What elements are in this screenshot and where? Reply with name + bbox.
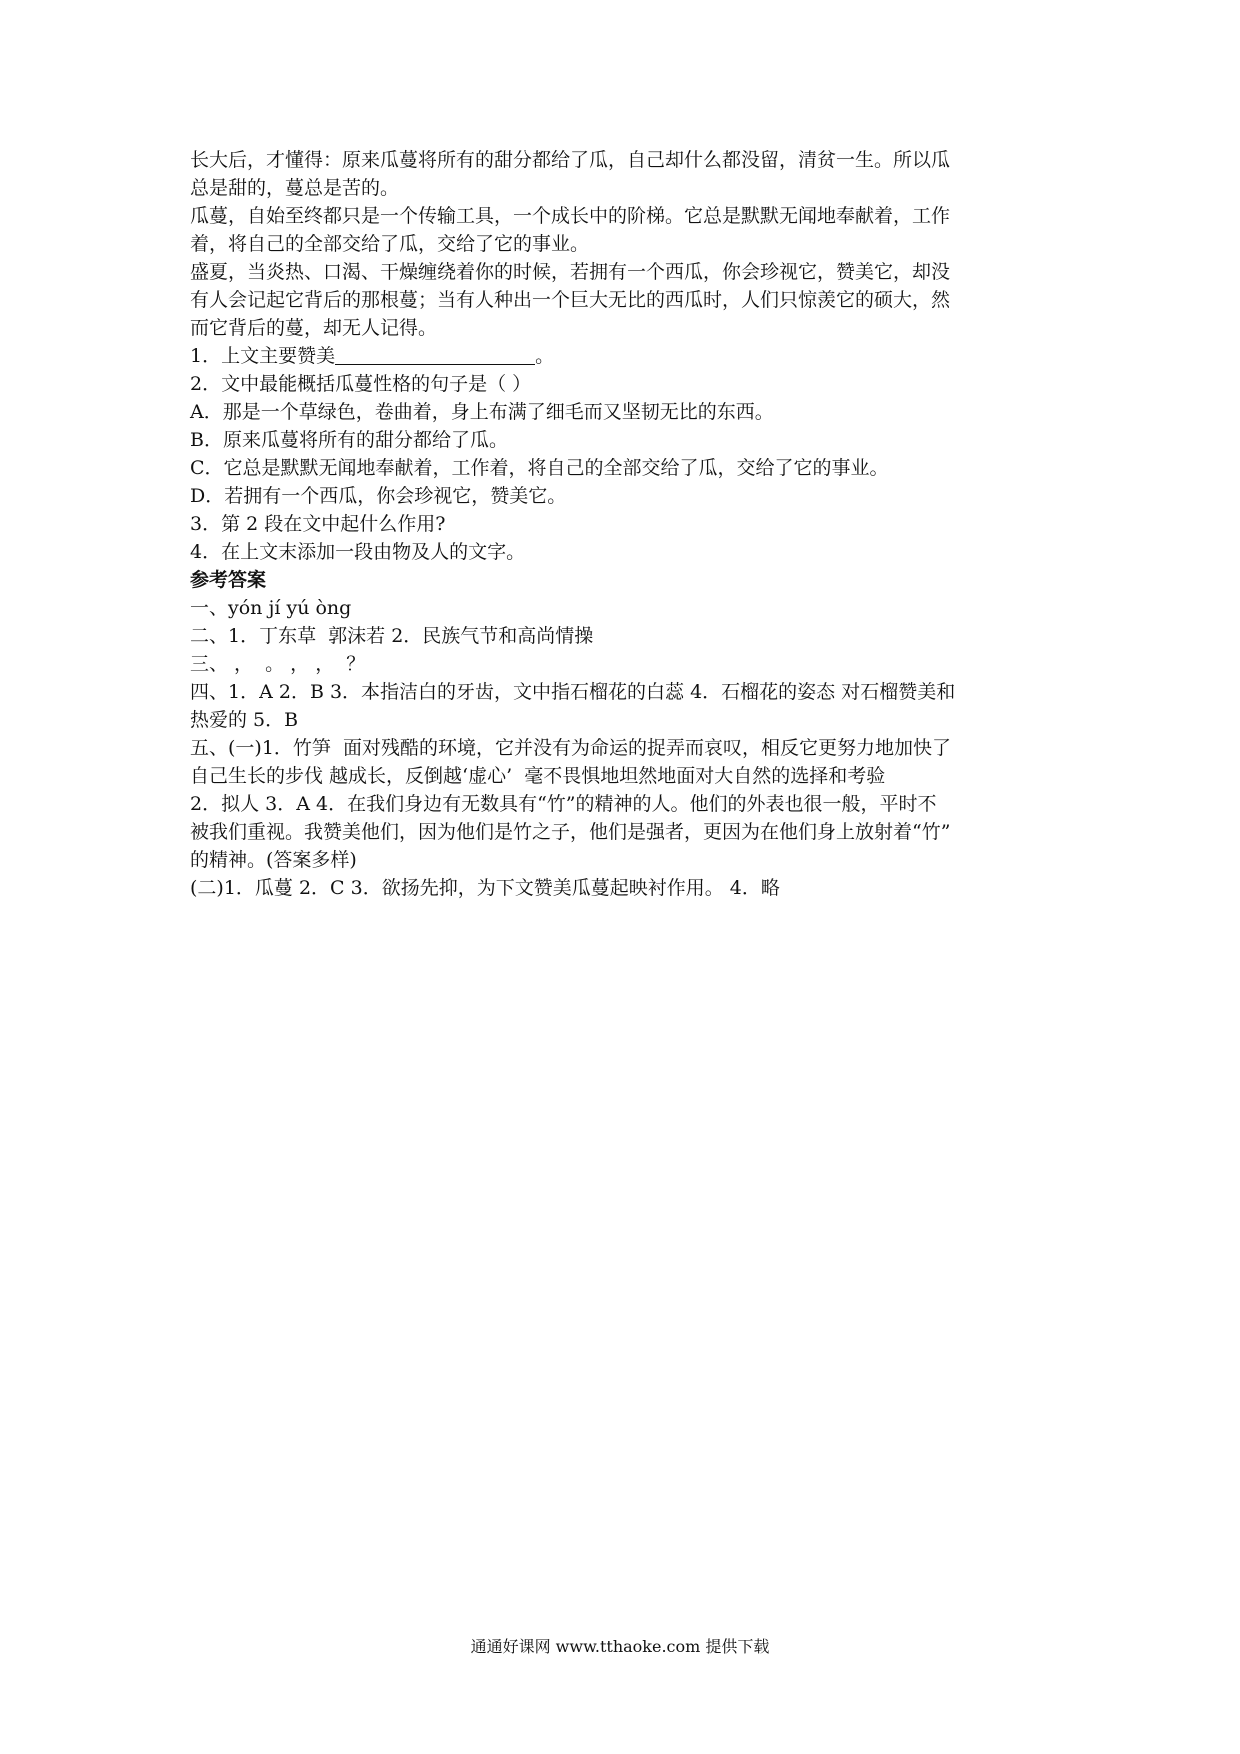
answer-line: 四、1．A 2．B 3．本指洁白的牙齿，文中指石榴花的白蕊 4．石榴花的姿态 对石榴赞美和 bbox=[190, 681, 956, 703]
answer-line: 的精神。(答案多样) bbox=[190, 849, 357, 871]
passage-line: 着，将自己的全部交给了瓜，交给了它的事业。 bbox=[190, 233, 590, 255]
passage-line: 长大后，才懂得：原来瓜蔓将所有的甜分都给了瓜，自己却什么都没留，清贫一生。所以瓜 bbox=[190, 149, 951, 171]
answers bbox=[190, 566, 1060, 902]
answer-line: 2．拟人 3．A 4．在我们身边有无数具有“竹”的精神的人。他们的外表也很一般，平时不 bbox=[190, 793, 937, 815]
question-1-suffix: 。 bbox=[535, 345, 555, 367]
answers-heading: 参考答案 bbox=[190, 569, 267, 591]
question-1-prefix: 1．上文主要赞美 bbox=[190, 345, 336, 367]
answer-line: 被我们重视。我赞美他们，因为他们是竹之子，他们是强者，更因为在他们身上放射着“竹” bbox=[190, 821, 951, 843]
answer-line: 二、1．丁东草 郭沫若 2．民族气节和高尚情操 bbox=[190, 625, 594, 647]
question-1 bbox=[190, 342, 1060, 370]
passage bbox=[190, 146, 1060, 342]
answer-line: (二)1．瓜蔓 2．C 3．欲扬先抑，为下文赞美瓜蔓起映衬作用。 4．略 bbox=[190, 877, 780, 899]
option-c: C．它总是默默无闻地奉献着，工作着，将自己的全部交给了瓜，交给了它的事业。 bbox=[190, 457, 889, 479]
answer-line: 三、 ， 。 ， ， ？ bbox=[190, 653, 366, 675]
passage-line: 总是甜的，蔓总是苦的。 bbox=[190, 177, 400, 199]
option-d: D．若拥有一个西瓜，你会珍视它，赞美它。 bbox=[190, 485, 567, 507]
passage-line: 有人会记起它背后的那根蔓；当有人种出一个巨大无比的西瓜时，人们只惊羡它的硕大，然 bbox=[190, 289, 951, 311]
answer-line: 热爱的 5．B bbox=[190, 709, 299, 731]
page-footer: 通通好课网 www.tthaoke.com 提供下载 bbox=[470, 1637, 770, 1656]
passage-line: 而它背后的蔓，却无人记得。 bbox=[190, 317, 438, 339]
answer-line: 自己生长的步伐 越成长，反倒越‘虚心’ 毫不畏惧地坦然地面对大自然的选择和考验 bbox=[190, 765, 886, 787]
question-3: 3．第 2 段在文中起什么作用? bbox=[190, 513, 446, 535]
passage-line: 盛夏，当炎热、口渴、干燥缠绕着你的时候，若拥有一个西瓜，你会珍视它，赞美它，却没 bbox=[190, 261, 951, 283]
answer-blank[interactable] bbox=[335, 346, 535, 365]
option-a: A．那是一个草绿色，卷曲着，身上布满了细毛而又坚韧无比的东西。 bbox=[190, 401, 774, 423]
answer-line: 一、yón jí yú òng bbox=[190, 597, 352, 619]
option-b: B．原来瓜蔓将所有的甜分都给了瓜。 bbox=[190, 429, 508, 451]
questions bbox=[190, 342, 1060, 566]
answer-line: 五、(一)1．竹笋 面对残酷的环境，它并没有为命运的捉弄而哀叹，相反它更努力地加快了 bbox=[190, 737, 951, 759]
document-body bbox=[190, 146, 1060, 902]
question-4: 4．在上文末添加一段由物及人的文字。 bbox=[190, 541, 526, 563]
question-2: 2．文中最能概括瓜蔓性格的句子是（ ） bbox=[190, 373, 532, 395]
passage-line: 瓜蔓，自始至终都只是一个传输工具，一个成长中的阶梯。它总是默默无闻地奉献着，工作 bbox=[190, 205, 951, 227]
